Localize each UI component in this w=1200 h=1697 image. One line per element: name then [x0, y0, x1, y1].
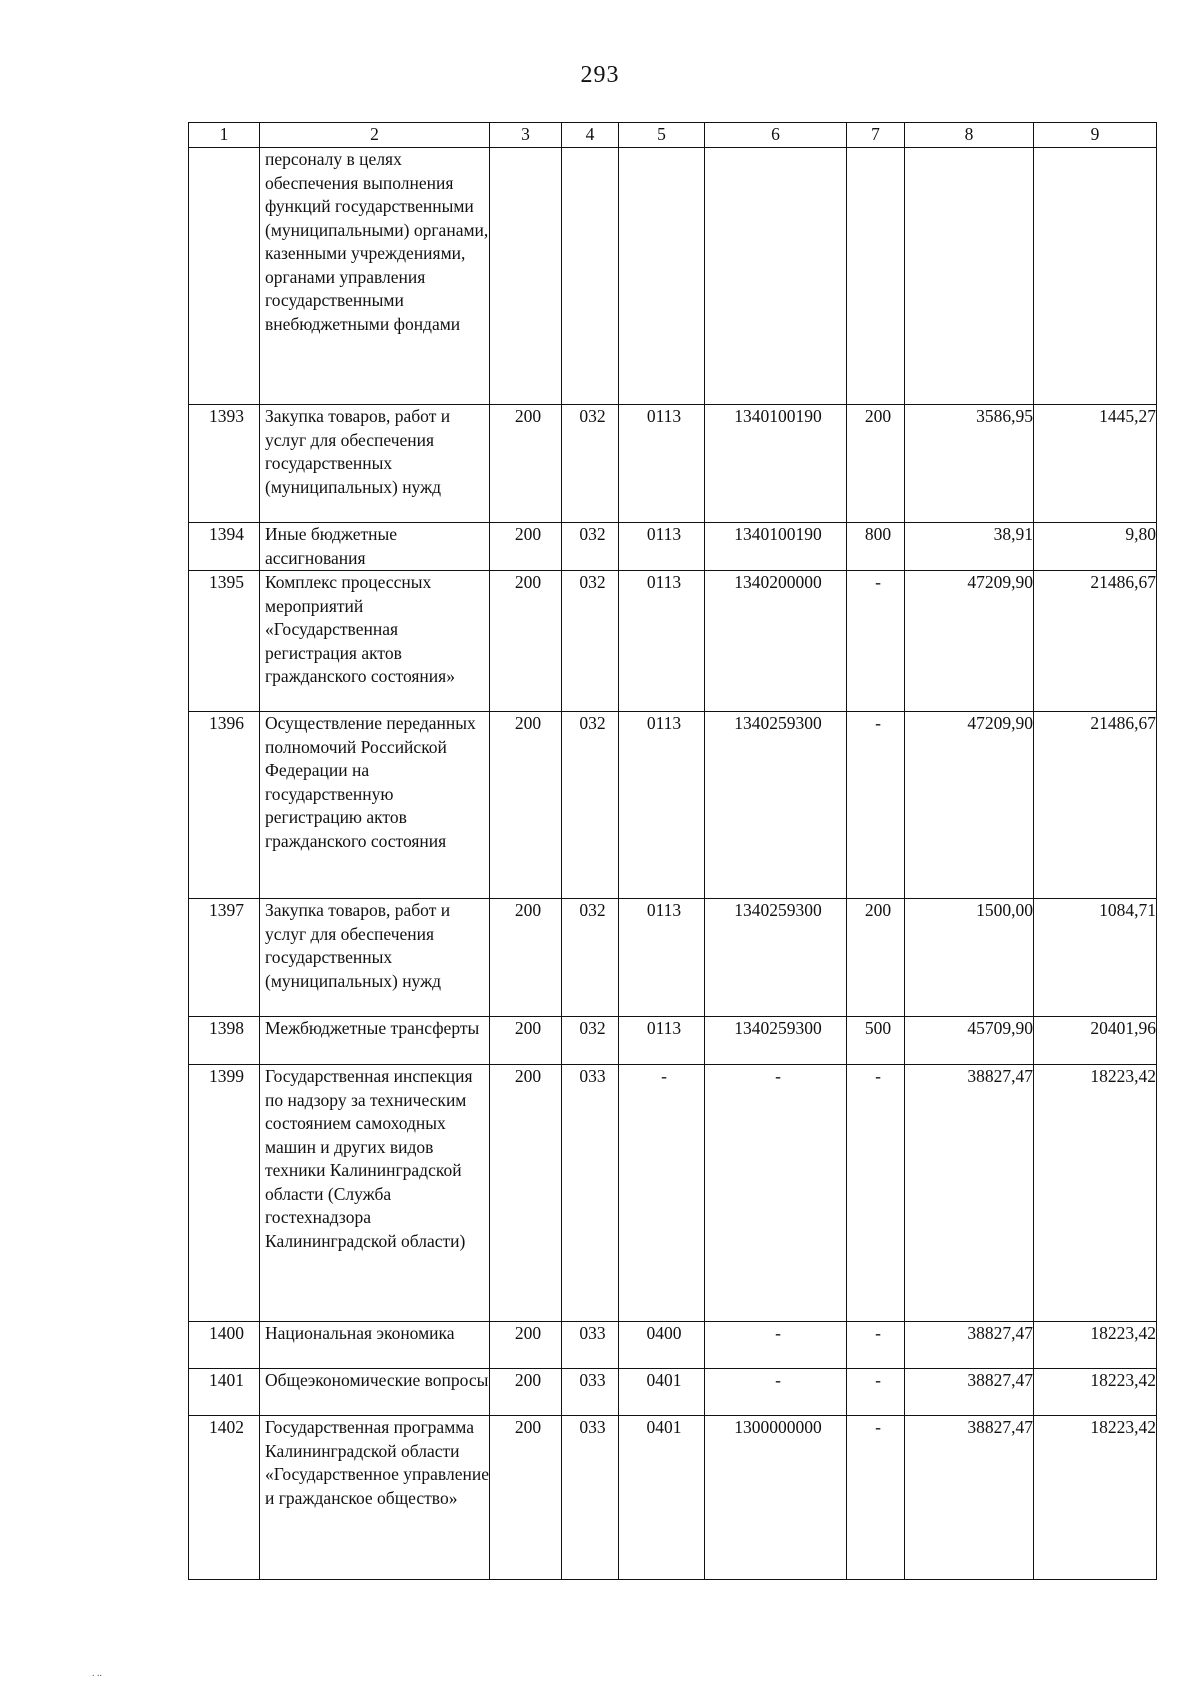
- cell-col3: 200: [490, 571, 562, 712]
- row-name: Национальная экономика: [260, 1322, 490, 1369]
- cell-amount-1: 38827,47: [905, 1065, 1034, 1322]
- table-row: [189, 405, 1157, 523]
- cell-amount-2: 21486,67: [1034, 571, 1157, 712]
- cell-col6: 1340100190: [705, 523, 847, 571]
- cell-col7: -: [847, 571, 905, 712]
- cell-col6: 1340200000: [705, 571, 847, 712]
- cell-col6: [705, 148, 847, 405]
- cell-col6: 1340259300: [705, 712, 847, 899]
- row-name: Государственная программа Калининградской области «Государственное управление и гражданское общество»: [260, 1416, 490, 1580]
- cell-col4: 033: [562, 1416, 619, 1580]
- cell-col5: 0113: [619, 1017, 705, 1065]
- row-name: Иные бюджетные ассигнования: [260, 523, 490, 571]
- cell-amount-2: 9,80: [1034, 523, 1157, 571]
- cell-col4: 032: [562, 405, 619, 523]
- cell-amount-1: 38,91: [905, 523, 1034, 571]
- cell-col3: 200: [490, 899, 562, 1017]
- cell-col7: -: [847, 712, 905, 899]
- cell-col6: 1340259300: [705, 1017, 847, 1065]
- header-row: [189, 123, 1157, 148]
- cell-amount-2: 18223,42: [1034, 1322, 1157, 1369]
- cell-col4: [562, 148, 619, 405]
- row-name: Комплекс процессных мероприятий «Государственная регистрация актов гражданского состояния»: [260, 571, 490, 712]
- cell-col3: 200: [490, 1369, 562, 1416]
- cell-col6: -: [705, 1322, 847, 1369]
- row-number: 1398: [189, 1017, 260, 1065]
- cell-amount-2: 18223,42: [1034, 1369, 1157, 1416]
- cell-col3: 200: [490, 405, 562, 523]
- row-name: Осуществление переданных полномочий Российской Федерации на государственную регистрацию актов гражданского состояния: [260, 712, 490, 899]
- cell-col4: 032: [562, 571, 619, 712]
- table-row: [189, 1416, 1157, 1580]
- cell-amount-1: [905, 148, 1034, 405]
- col-header: 7: [847, 123, 905, 148]
- row-number: 1401: [189, 1369, 260, 1416]
- col-header: 2: [260, 123, 490, 148]
- cell-amount-2: 21486,67: [1034, 712, 1157, 899]
- row-number: 1400: [189, 1322, 260, 1369]
- cell-col7: -: [847, 1416, 905, 1580]
- cell-col7: [847, 148, 905, 405]
- budget-table: [188, 122, 1157, 1580]
- cell-col3: [490, 148, 562, 405]
- cell-amount-1: 45709,90: [905, 1017, 1034, 1065]
- cell-col7: 500: [847, 1017, 905, 1065]
- cell-amount-1: 3586,95: [905, 405, 1034, 523]
- row-name: персоналу в целях обеспечения выполнения функций государственными (муниципальными) органами, казенными учреждениями, органами управления государственными внебюджетными фондами: [260, 148, 490, 405]
- col-header: 9: [1034, 123, 1157, 148]
- cell-amount-1: 47209,90: [905, 571, 1034, 712]
- cell-col5: 0401: [619, 1369, 705, 1416]
- row-number: 1395: [189, 571, 260, 712]
- cell-col3: 200: [490, 1017, 562, 1065]
- cell-amount-2: 1084,71: [1034, 899, 1157, 1017]
- cell-amount-2: 18223,42: [1034, 1416, 1157, 1580]
- cell-col7: 200: [847, 899, 905, 1017]
- cell-col5: 0113: [619, 571, 705, 712]
- cell-col7: -: [847, 1065, 905, 1322]
- cell-col4: 033: [562, 1065, 619, 1322]
- cell-col6: 1300000000: [705, 1416, 847, 1580]
- row-number: 1402: [189, 1416, 260, 1580]
- row-number: 1396: [189, 712, 260, 899]
- cell-col7: 800: [847, 523, 905, 571]
- cell-amount-2: [1034, 148, 1157, 405]
- table-row: [189, 1017, 1157, 1065]
- cell-col7: 200: [847, 405, 905, 523]
- cell-col5: 0401: [619, 1416, 705, 1580]
- cell-col5: 0113: [619, 899, 705, 1017]
- row-name: Закупка товаров, работ и услуг для обеспечения государственных (муниципальных) нужд: [260, 405, 490, 523]
- col-header: 1: [189, 123, 260, 148]
- cell-col6: 1340259300: [705, 899, 847, 1017]
- page-number: 293: [580, 62, 620, 88]
- cell-col5: 0113: [619, 405, 705, 523]
- table-row: [189, 571, 1157, 712]
- cell-col6: -: [705, 1065, 847, 1322]
- cell-col5: -: [619, 1065, 705, 1322]
- cell-col3: 200: [490, 1416, 562, 1580]
- table-row: [189, 1322, 1157, 1369]
- cell-col7: -: [847, 1322, 905, 1369]
- row-number: 1399: [189, 1065, 260, 1322]
- cell-amount-1: 1500,00: [905, 899, 1034, 1017]
- cell-col3: 200: [490, 712, 562, 899]
- row-name: Межбюджетные трансферты: [260, 1017, 490, 1065]
- row-number: [189, 148, 260, 405]
- cell-amount-1: 47209,90: [905, 712, 1034, 899]
- row-number: 1393: [189, 405, 260, 523]
- cell-amount-2: 1445,27: [1034, 405, 1157, 523]
- row-name: Государственная инспекция по надзору за техническим состоянием самоходных машин и других видов техники Калининградской области (Служба гостехнадзора Калининградской области): [260, 1065, 490, 1322]
- cell-amount-1: 38827,47: [905, 1416, 1034, 1580]
- cell-col3: 200: [490, 1065, 562, 1322]
- row-name: Закупка товаров, работ и услуг для обеспечения государственных (муниципальных) нужд: [260, 899, 490, 1017]
- table-row: [189, 712, 1157, 899]
- row-number: 1397: [189, 899, 260, 1017]
- cell-col6: 1340100190: [705, 405, 847, 523]
- table-row: [189, 148, 1157, 405]
- cell-col5: 0113: [619, 712, 705, 899]
- table-row: [189, 899, 1157, 1017]
- cell-col7: -: [847, 1369, 905, 1416]
- cell-col3: 200: [490, 523, 562, 571]
- table-row: [189, 523, 1157, 571]
- cell-col5: 0400: [619, 1322, 705, 1369]
- cell-amount-2: 20401,96: [1034, 1017, 1157, 1065]
- col-header: 4: [562, 123, 619, 148]
- cell-col4: 032: [562, 523, 619, 571]
- cell-col6: -: [705, 1369, 847, 1416]
- cell-amount-2: 18223,42: [1034, 1065, 1157, 1322]
- table-row: [189, 1065, 1157, 1322]
- cell-amount-1: 38827,47: [905, 1322, 1034, 1369]
- cell-col4: 032: [562, 1017, 619, 1065]
- cell-amount-1: 38827,47: [905, 1369, 1034, 1416]
- col-header: 6: [705, 123, 847, 148]
- col-header: 3: [490, 123, 562, 148]
- col-header: 8: [905, 123, 1034, 148]
- table-row: [189, 1369, 1157, 1416]
- cell-col5: [619, 148, 705, 405]
- col-header: 5: [619, 123, 705, 148]
- row-number: 1394: [189, 523, 260, 571]
- cell-col4: 033: [562, 1369, 619, 1416]
- cell-col4: 033: [562, 1322, 619, 1369]
- cell-col3: 200: [490, 1322, 562, 1369]
- cell-col4: 032: [562, 712, 619, 899]
- scan-marks: . ..: [92, 1668, 102, 1679]
- cell-col4: 032: [562, 899, 619, 1017]
- cell-col5: 0113: [619, 523, 705, 571]
- row-name: Общеэкономические вопросы: [260, 1369, 490, 1416]
